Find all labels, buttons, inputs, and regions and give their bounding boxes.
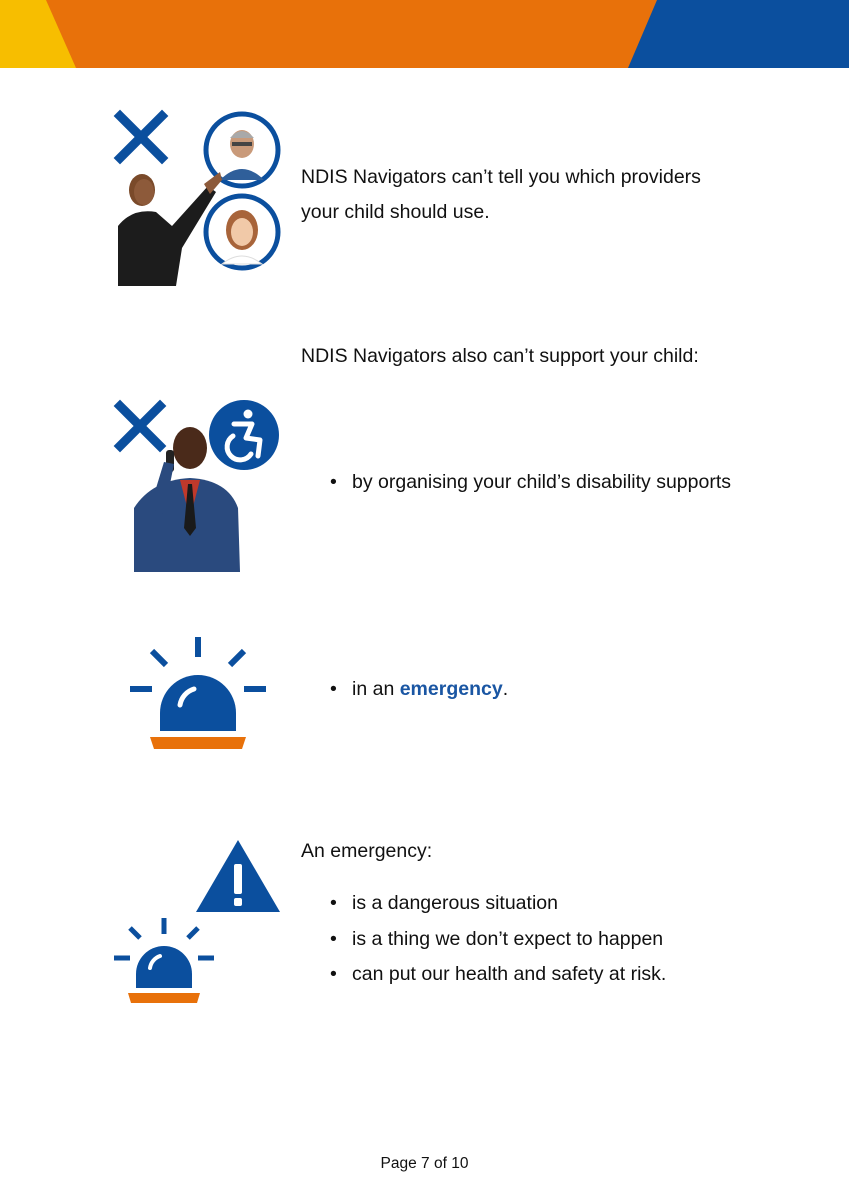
section2-intro: NDIS Navigators also can’t support your child: xyxy=(301,345,699,367)
list-item: • by organising your child’s disability supports xyxy=(301,465,731,501)
section2-bullet-list-2 xyxy=(301,672,508,708)
list-item: • is a dangerous situation xyxy=(301,886,666,922)
emergency-illustration xyxy=(110,836,284,1008)
list-item: • can put our health and safety at risk. xyxy=(301,957,666,993)
cross-icon xyxy=(120,116,162,158)
section3-bullet-list xyxy=(301,886,666,993)
list-item xyxy=(301,672,508,708)
siren-icon xyxy=(128,633,268,751)
provider-avatar-woman xyxy=(206,196,278,268)
cross-icon xyxy=(120,406,160,446)
support-illustration xyxy=(112,398,284,572)
section3-intro: An emergency: xyxy=(301,840,433,862)
bullet-prefix: in an xyxy=(352,678,400,700)
list-item: • is a thing we don’t expect to happen xyxy=(301,922,666,958)
siren-icon xyxy=(114,918,214,1003)
section1-text: NDIS Navigators can’t tell you which providers your child should use. xyxy=(301,166,701,223)
emergency-term: emergency xyxy=(399,678,503,700)
header-banner xyxy=(0,0,849,68)
page-number: Page 7 of 10 xyxy=(380,1155,469,1172)
warning-icon xyxy=(196,840,280,912)
section2-bullet-list-1 xyxy=(301,465,731,501)
accessibility-icon xyxy=(209,400,279,470)
providers-illustration xyxy=(112,108,284,286)
bullet-suffix: . xyxy=(502,678,509,700)
